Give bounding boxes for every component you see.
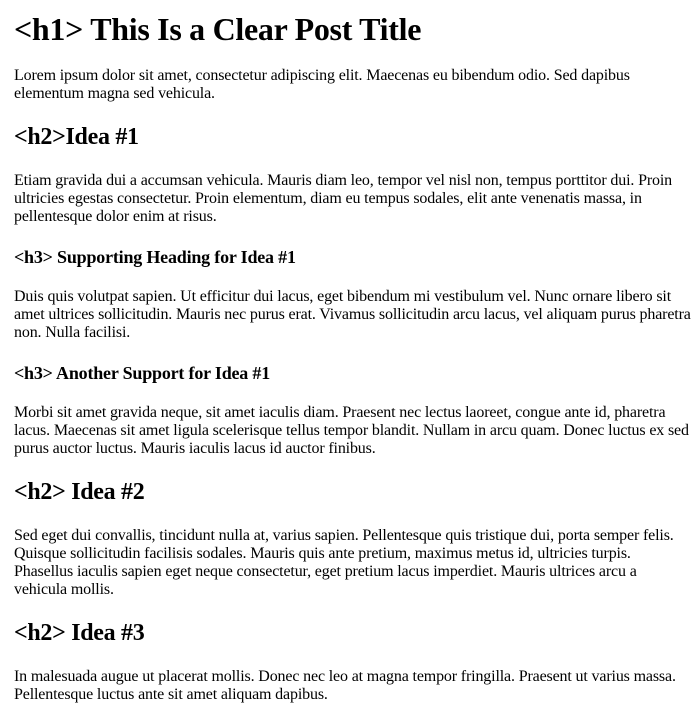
subsection-paragraph-supporting-idea-1: Duis quis volutpat sapien. Ut efficitur dui lacus, eget bibendum mi vestibulum vel. Nunc ornare libero sit amet ultrices sollicitudin. Mauris nec purus erat. Vivamus sollicitudin arcu lacus, vel aliquam purus pharetra non. Nulla facilisi. [14,288,691,341]
section-heading-idea-1: <h2>Idea #1 [14,124,139,150]
section-paragraph-idea-2: Sed eget dui convallis, tincidunt nulla at, varius sapien. Pellentesque quis tristique dui, porta semper felis. Quisque sollicitudin facilisis sodales. Mauris quis ante pretium, maximus metus id, ultricies turpis. Phasellus iaculis sapien eget neque consectetur, eget pretium lacus imperdiet. Mauris ultrices arcu a vehicula mollis. [14,527,674,598]
section-heading-idea-2: <h2> Idea #2 [14,479,145,505]
subsection-heading-supporting-idea-1: <h3> Supporting Heading for Idea #1 [14,247,296,267]
section-heading-idea-3: <h2> Idea #3 [14,620,145,646]
subsection-heading-another-support-idea-1: <h3> Another Support for Idea #1 [14,363,270,383]
section-paragraph-idea-3: In malesuada augue ut placerat mollis. Donec nec leo at magna tempor fringilla. Praesent ut varius massa. Pellentesque luctus ante sit amet aliquam dapibus. [14,668,676,703]
section-paragraph-idea-1: Etiam gravida dui a accumsan vehicula. Mauris diam leo, tempor vel nisl non, tempus porttitor dui. Proin ultricies egestas consectetur. Proin elementum, diam eu tempus sodales, elit ante venenatis massa, in pellentesque dolor enim at risus. [14,172,673,225]
post-title: <h1> This Is a Clear Post Title [14,11,422,47]
intro-paragraph: Lorem ipsum dolor sit amet, consectetur adipiscing elit. Maecenas eu bibendum odio. Sed dapibus elementum magna sed vehicula. [14,67,630,102]
subsection-paragraph-another-support-idea-1: Morbi sit amet gravida neque, sit amet iaculis diam. Praesent nec lectus laoreet, congue ante id, pharetra lacus. Maecenas sit amet ligula scelerisque tellus tempor blandit. Nullam in arcu quam. Donec luctus ex sed purus auctor luctus. Mauris iaculis lacus id auctor finibus. [14,404,689,457]
